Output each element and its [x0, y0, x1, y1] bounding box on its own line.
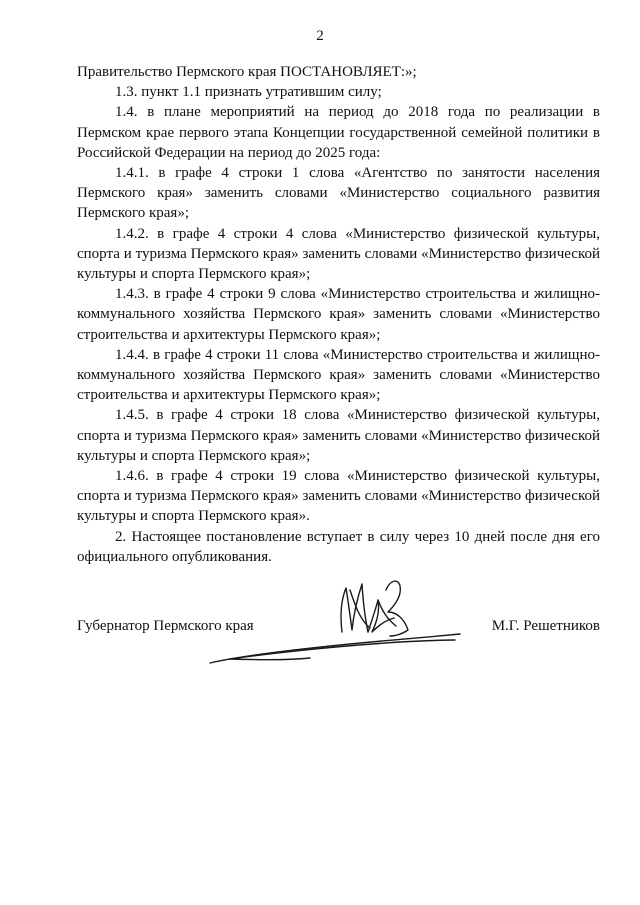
paragraph-1-4-3: 1.4.3. в графе 4 строки 9 слова «Министерство строительства и жилищно-коммунального хозяйства Пермского края» заменить словами «Министерство строительства и архитектуры Пермского края»; [77, 286, 600, 343]
handwritten-signature [200, 560, 470, 670]
paragraph-intro: Правительство Пермского края ПОСТАНОВЛЯЕТ:»; [77, 64, 417, 80]
paragraph-1-4-1: 1.4.1. в графе 4 строки 1 слова «Агентство по занятости населения Пермского края» заменить словами «Министерство социального развития Пермского края»; [77, 165, 600, 222]
paragraph-1-4-5: 1.4.5. в графе 4 строки 18 слова «Министерство физической культуры, спорта и туризма Пермского края» заменить словами «Министерство физической культуры и спорта Пермского края»; [77, 407, 600, 464]
paragraph-1-4-2: 1.4.2. в графе 4 строки 4 слова «Министерство физической культуры, спорта и туризма Пермского края» заменить словами «Министерство физической культуры и спорта Пермского края»; [77, 225, 600, 283]
paragraph-1-4-4: 1.4.4. в графе 4 строки 11 слова «Министерство строительства и жилищно-коммунального хозяйства Пермского края» заменить словами «Министерство строительства и архитектуры Пермского края»; [77, 346, 600, 404]
page-number: 2 [316, 28, 324, 44]
paragraph-1-4-6: 1.4.6. в графе 4 строки 19 слова «Министерство физической культуры, спорта и туризма Пермского края» заменить словами «Министерство физической культуры и спорта Пермского края». [77, 468, 600, 525]
paragraph-2: 2. Настоящее постановление вступает в силу через 10 дней после дня его официального опубликования. [77, 528, 600, 565]
paragraph-1-3: 1.3. пункт 1.1 признать утратившим силу; [115, 84, 382, 101]
signer-title: Губернатор Пермского края [77, 618, 254, 634]
signer-name: М.Г. Решетников [491, 618, 600, 634]
paragraph-1-4: 1.4. в плане мероприятий на период до 2018 года по реализации в Пермском крае первого этапа Концепции государственной семейной политики в Российской Федерации на период до 2025 года: [77, 104, 600, 161]
